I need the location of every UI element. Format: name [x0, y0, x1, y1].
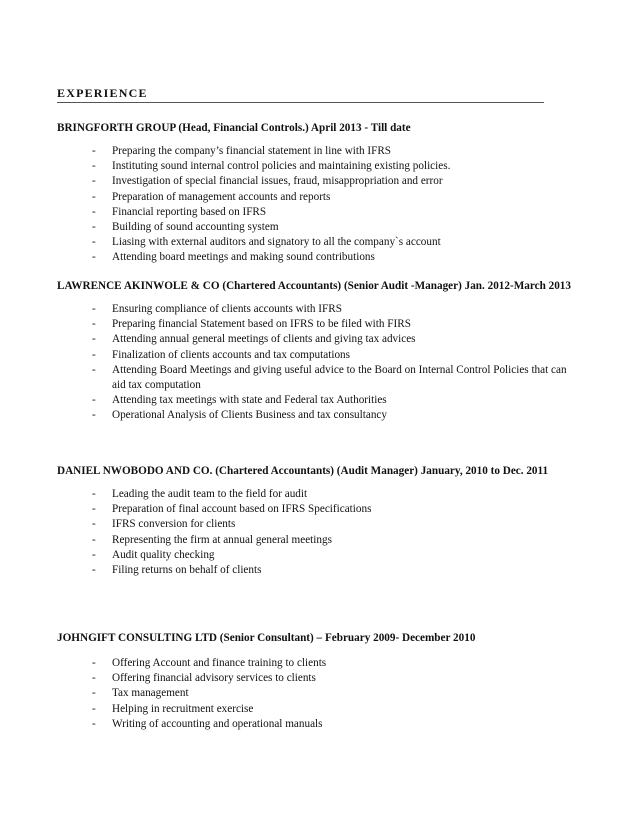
- job-title: JOHNGIFT CONSULTING LTD (Senior Consultant) – February 2009- December 2010: [57, 632, 476, 644]
- duty-list: [57, 487, 572, 578]
- duty-item: - Preparation of final account based on IFRS Specifications: [57, 502, 572, 517]
- duty-item: - Preparation of management accounts and reports: [57, 190, 572, 205]
- duty-item: - Representing the firm at annual general meetings: [57, 533, 572, 548]
- duty-item: - Attending annual general meetings of clients and giving tax advices: [57, 332, 572, 347]
- duty-item: - Building of sound accounting system: [57, 220, 572, 235]
- duty-item: - Offering financial advisory services to clients: [57, 671, 572, 686]
- job-title: LAWRENCE AKINWOLE & CO (Chartered Accountants) (Senior Audit -Manager) Jan. 2012-March 2013: [57, 280, 571, 292]
- duty-item: - Leading the audit team to the field for audit: [57, 487, 572, 502]
- duty-item: - Audit quality checking: [57, 548, 572, 563]
- duty-list: [57, 656, 572, 732]
- duty-item: - Offering Account and finance training to clients: [57, 656, 572, 671]
- job-entry-4: [57, 631, 572, 732]
- duty-item: - Finalization of clients accounts and tax computations: [57, 348, 572, 363]
- job-entry-2: [57, 279, 572, 424]
- duty-item: - Tax management: [57, 686, 572, 701]
- duty-item: - Operational Analysis of Clients Business and tax consultancy: [57, 408, 572, 423]
- duty-item: - IFRS conversion for clients: [57, 517, 572, 532]
- duty-item: - Attending tax meetings with state and Federal tax Authorities: [57, 393, 572, 408]
- duty-item: - Attending board meetings and making sound contributions: [57, 250, 572, 265]
- duty-list: [57, 144, 572, 266]
- section-title: EXPERIENCE: [57, 86, 544, 103]
- duty-item: - Preparing the company’s financial statement in line with IFRS: [57, 144, 572, 159]
- duty-item: - Investigation of special financial issues, fraud, misappropriation and error: [57, 174, 572, 189]
- duty-item: - Writing of accounting and operational manuals: [57, 717, 572, 732]
- job-title: DANIEL NWOBODO AND CO. (Chartered Accountants) (Audit Manager) January, 2010 to Dec. 2011: [57, 465, 549, 477]
- job-title: BRINGFORTH GROUP (Head, Financial Controls.) April 2013 - Till date: [57, 122, 411, 134]
- duty-item: - Liasing with external auditors and signatory to all the company`s account: [57, 235, 572, 250]
- duty-item: - Attending Board Meetings and giving useful advice to the Board on Internal Control Policies that can aid tax computation: [57, 363, 572, 393]
- duty-item: - Filing returns on behalf of clients: [57, 563, 572, 578]
- duty-item: - Ensuring compliance of clients accounts with IFRS: [57, 302, 572, 317]
- duty-item: - Preparing financial Statement based on IFRS to be filed with FIRS: [57, 317, 572, 332]
- job-entry-1: [57, 121, 572, 266]
- duty-list: [57, 302, 572, 424]
- job-entry-3: [57, 464, 572, 578]
- duty-item: - Instituting sound internal control policies and maintaining existing policies.: [57, 159, 572, 174]
- duty-item: - Financial reporting based on IFRS: [57, 205, 572, 220]
- duty-item: - Helping in recruitment exercise: [57, 702, 572, 717]
